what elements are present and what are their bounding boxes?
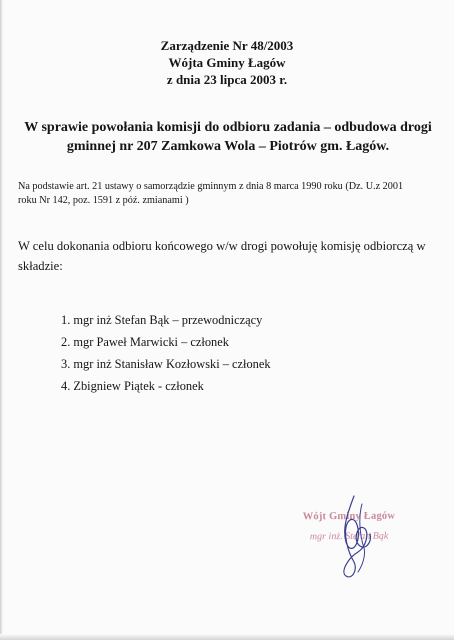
subject-line-2: gminnej nr 207 Zamkowa Wola – Piotrów gm. Łagów. [66,139,390,154]
issuing-authority: Wójta Gminy Łagów [168,55,286,70]
list-item: 1. mgr inż Stefan Bąk – przewodniczący [61,313,263,327]
committee-members-list [61,311,271,399]
legal-basis [18,180,438,208]
scan-shadow-left [0,0,3,640]
ordinance-number: Zarządzenie Nr 48/2003 [160,38,294,53]
committee-intro [18,236,438,276]
issue-date: z dnia 23 lipca 2003 r. [166,72,288,87]
stamp-name: mgr inż. Stefan Bąk [309,530,389,543]
handwritten-signature [318,492,388,584]
document-header [0,37,454,88]
intro-line-1: W celu dokonania odbioru końcowego w/w drogi powołuję komisję odbiorczą w [18,239,426,253]
subject-line-1: W sprawie powołania komisji do odbioru zadania – odbudowa drogi [24,120,432,135]
intro-line-2: składzie: [18,259,63,273]
scan-shadow-bottom [0,634,454,640]
document-subject [18,118,438,156]
legal-basis-line-2: roku Nr 142, poz. 1591 z póź. zmianami ) [18,195,189,206]
stamp-title: Wójt Gminy Łagów [302,510,396,523]
list-item: 4. Zbigniew Piątek - członek [61,379,204,393]
legal-basis-line-1: Na podstawie art. 21 ustawy o samorządzie gminnym z dnia 8 marca 1990 roku (Dz. U.z 2001 [18,181,404,192]
list-item: 2. mgr Paweł Marwicki – członek [61,335,229,349]
list-item: 3. mgr inż Stanisław Kozłowski – członek [61,357,271,371]
